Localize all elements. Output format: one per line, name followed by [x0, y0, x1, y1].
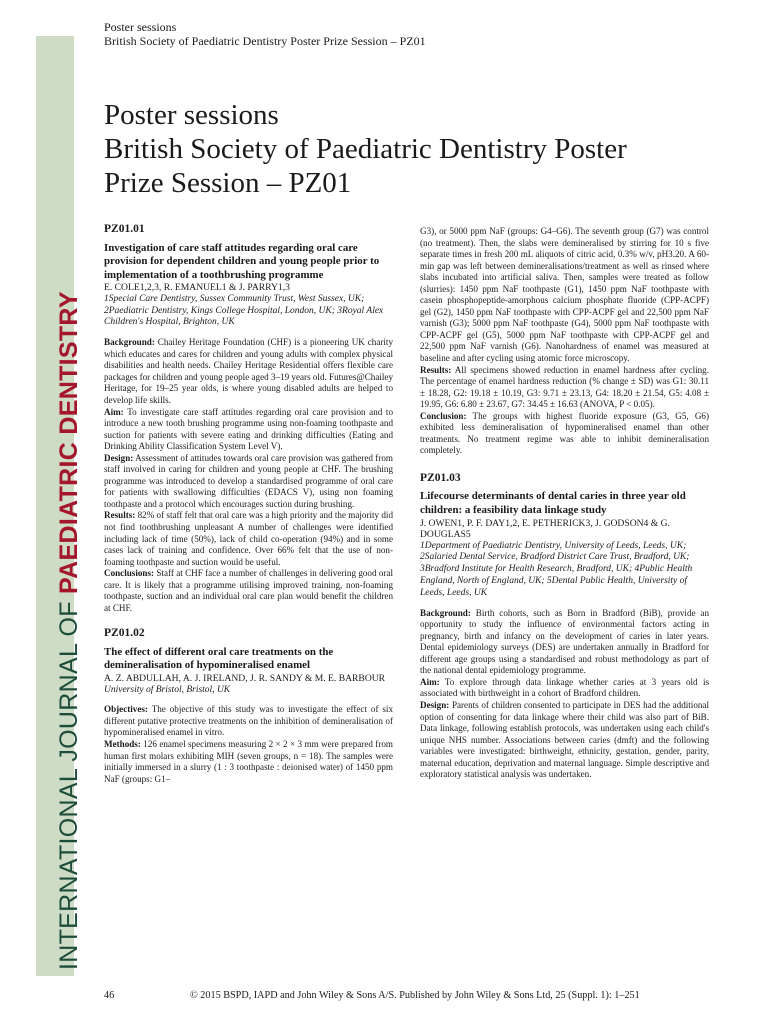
background-label: Background:: [420, 607, 471, 618]
running-head-line-1: Poster sessions: [104, 20, 177, 34]
running-head: [104, 20, 426, 48]
aim-paragraph: [104, 407, 393, 453]
results-text: 82% of staff felt that oral care was a high priority and the majority did not find toothbrushing unpleasant A number of challenges were identified including lack of time (50%), lack of child co-operation (94%) and in some cases lack of training and confidence. Over 66% felt that the use of non-foaming toothpaste and suction would be useful.: [104, 510, 393, 567]
background-paragraph: [420, 608, 709, 677]
objectives-text: The objective of this study was to investigate the effect of six different putative protective treatments on the inhibition of demineralisation of hypomineralised enamel in vitro.: [104, 704, 393, 738]
results-text: All specimens showed reduction in enamel hardness after cycling. The percentage of enamel hardness reduction (% change ± SD) was G1: 30.11 ± 18.28, G2: 19.18 ± 10.19, G3: 9.71 ± 23.13, G4: 18.20 ± 21.54, G5: 4.08 ± 19.95, G6: 6.80 ± 23.67, G7: 34.45 ± 16.63 (ANOVA, P < 0.05).: [420, 364, 709, 410]
abstract-affiliation: 1Department of Paediatric Dentistry, University of Leeds, Leeds, UK; 2Salaried Dental Service, Bradford District Care Trust, Bradford, UK; 3Bradford Institute for Health Research, Bradford, UK; 4Public Health England, North of England, UK; 5Dental Public Health, University of Leeds, Leeds, UK: [420, 540, 693, 598]
page-number: 46: [104, 990, 115, 1001]
design-paragraph: [420, 700, 709, 781]
aim-text: To investigate care staff attitudes regarding oral care provision and to introduce a new tooth brushing programme using non-foaming toothpaste and suction for patients with severe eating and drinking difficulties (Eating and Drinking Ability Classification System Level V).: [104, 406, 394, 452]
background-label: Background:: [104, 337, 155, 348]
results-paragraph: [104, 510, 393, 568]
abstract-authors: J. OWEN1, P. F. DAY1,2, E. PETHERICK3, J. GODSON4 & G. DOUGLAS5: [420, 517, 670, 541]
section-title-line-3: Prize Session – PZ01: [104, 167, 352, 199]
objectives-paragraph: [104, 704, 393, 739]
conclusions-text: Staff at CHF face a number of challenges in delivering good oral care. It is likely that a programme utilising improved training, non-foaming toothpaste, suction and an individual oral care plan would benefit the children at CHF.: [104, 568, 393, 613]
aim-label: Aim:: [420, 676, 440, 687]
design-paragraph: [104, 453, 393, 511]
objectives-label: Objectives:: [104, 704, 148, 715]
abstract-authors: A. Z. ABDULLAH, A. J. IRELAND, J. R. SANDY & M. E. BARBOUR: [104, 673, 386, 685]
journal-name-prefix: INTERNATIONAL JOURNAL OF: [55, 593, 83, 970]
methods-continued-paragraph: [420, 226, 709, 365]
abstract-id: PZ01.03: [420, 471, 461, 484]
abstract-id: PZ01.02: [104, 627, 145, 640]
results-paragraph: [420, 365, 709, 411]
methods-label: Methods:: [104, 739, 141, 750]
design-text: Assessment of attitudes towards oral care provision was gathered from staff involved in caring for children and young people at CHF. The brushing programme was introduced to develop a standardised programme of oral care for patients with swallowing difficulties (EDACS V), using non foaming toothpaste and a protocol which encourages suction during brushing.: [104, 452, 393, 509]
section-title-line-2: British Society of Paediatric Dentistry Poster: [104, 133, 627, 165]
abstract-title: The effect of different oral care treatments on the demineralisation of hypomineralised enamel: [104, 645, 334, 672]
methods-text: 126 enamel specimens measuring 2 × 2 × 3 mm were prepared from human first molars exhibiting MIH (seven groups, n = 18). The samples were initially immersed in a slurry (1 : 3 toothpaste : deionised water) of 1450 ppm NaF (groups: G1–: [104, 739, 393, 784]
abstract-title: Lifecourse determinants of dental caries in three year old children: a feasibility data linkage study: [420, 490, 686, 517]
conclusions-paragraph: [104, 568, 393, 614]
conclusion-paragraph: [420, 411, 709, 457]
design-text: Parents of children consented to participate in DES had the additional option of consenting for data linkage where their child was also part of BiB. Data linkage, following establish protocols, was undertaken using each child's unique NHS number. Associations between caries (dmft) and the following variables were investigated: birthweight, ethnicity, gestation, gender, parity, maternal education, deprivation and maternal language. Simple descriptive and exploratory statistical analysis was undertaken.: [420, 700, 709, 780]
background-paragraph: [104, 337, 393, 406]
aim-label: Aim:: [104, 406, 124, 417]
section-title: [104, 98, 627, 200]
running-head-line-2: British Society of Paediatric Dentistry Poster Prize Session – PZ01: [104, 34, 426, 48]
background-text: Birth cohorts, such as Born in Bradford (BiB), provide an opportunity to study the influence of environmental factors acting in pregnancy, birth and infancy on the development of caries in later years. Dental epidemiology surveys (DES) are undertaken annually in Bradford for different age groups using a standardised and robust methodology as part of the national dental epidemiology programme.: [420, 607, 709, 676]
aim-paragraph: [420, 677, 709, 700]
methods-paragraph: [104, 739, 393, 785]
abstract-spacer: [104, 614, 393, 628]
conclusions-label: Conclusions:: [104, 568, 155, 579]
left-column: [104, 224, 393, 785]
right-column: [420, 226, 709, 781]
abstract-affiliation: 1Special Care Dentistry, Sussex Community Trust, West Sussex, UK; 2Paediatric Dentistry, Kings College Hospital, London, UK; 3Royal Alex Children's Hospital, Brighton, UK: [104, 293, 384, 328]
design-label: Design:: [420, 700, 450, 711]
abstract-title: Investigation of care staff attitudes regarding oral care provision for dependent children and young people prior to implementation of a toothbrushing programme: [104, 241, 380, 281]
journal-name: [55, 190, 84, 970]
conclusion-label: Conclusion:: [420, 410, 467, 421]
results-label: Results:: [104, 510, 136, 521]
conclusion-text: The groups with highest fluoride exposure (G3, G5, G6) exhibited less demineralisation of hypomineralised enamel than other treatments. No treatment regime was able to inhibit demineralisation completely.: [420, 410, 710, 456]
abstract-affiliation: University of Bristol, Bristol, UK: [104, 684, 231, 695]
aim-text: To explore through data linkage whether caries at 3 years old is associated with birthweight in a cohort of Bradford children.: [420, 676, 710, 699]
background-text: Chailey Heritage Foundation (CHF) is a pioneering UK charity which educates and cares for children and young adults with complex physical disabilities and health needs. Chailey Heritage Residential offers flexible care packages for children and young people aged 3–19 years old. Futures@Chailey Heritage, for 19–25 year olds, is where young disabled adults are helped to develop life skills.: [104, 337, 393, 405]
abstract-spacer: [420, 457, 709, 473]
abstract-id: PZ01.01: [104, 223, 145, 235]
section-title-line-1: Poster sessions: [104, 99, 279, 131]
abstract-authors: E. COLE1,2,3, R. EMANUEL1 & J. PARRY1,3: [104, 282, 290, 294]
results-label: Results:: [420, 364, 452, 375]
copyright-line: © 2015 BSPD, IAPD and John Wiley & Sons A/S. Published by John Wiley & Sons Ltd, 25 (Suppl. 1): 1–251: [190, 990, 640, 1001]
design-label: Design:: [104, 452, 134, 463]
journal-name-brand: PAEDIATRIC DENTISTRY: [55, 291, 83, 594]
methods-continued-text: G3), or 5000 ppm NaF (groups: G4–G6). The seventh group (G7) was control (no treatment). Then, the slabs were demineralised by stirring for 10 s five separate times in fresh 200 mL aliquots of citric acid, 0.3% w/v, pH3.20. A 60-min gap was left between demineralisations/treatment as well as rinsed where slabs incubated into artificial saliva. Then, samples were treated as follow (slurries): 1450 ppm NaF toothpaste (G1), 1450 ppm NaF toothpaste with casein phosphopeptide-amorphous calcium phosphate fluoride (CPP-ACPF) gel (G2), 1450 ppm NaF toothpaste with CPP-ACPF gel and 22,500 ppm NaF varnish (G3); 5000 ppm NaF toothpaste (G4), 5000 ppm NaF toothpaste with CPP-ACPF gel (G5), 5000 ppm NaF toothpaste with CPP-ACPF gel and 22,500 ppm NaF varnish (G6). Nanohardness of enamel was measured at baseline and after cycling using atomic force microscopy.: [420, 226, 709, 364]
